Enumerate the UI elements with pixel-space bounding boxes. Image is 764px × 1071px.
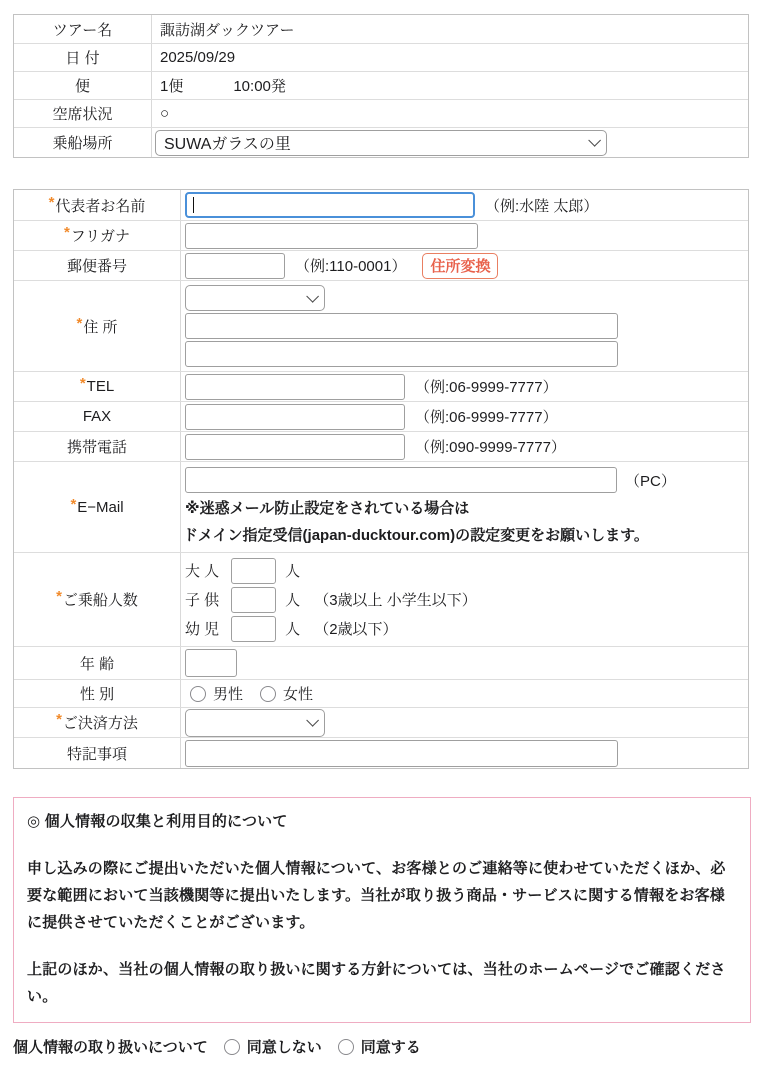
availability-label: 空席状況 — [14, 100, 152, 127]
privacy-heading: ◎ 個人情報の収集と利用目的について — [27, 813, 288, 830]
required-mark: * — [79, 375, 86, 392]
email-suffix: （PC） — [625, 472, 676, 490]
boarding-place-label: 乗船場所 — [14, 128, 152, 157]
infant-note: （2歳以下） — [314, 621, 398, 638]
email-label: E−Mail — [77, 498, 124, 516]
fax-label: FAX — [14, 402, 181, 431]
gender-male-label: 男性 — [213, 686, 244, 703]
name-label: 代表者お名前 — [55, 197, 146, 215]
postal-input[interactable] — [185, 253, 285, 279]
booking-form-table — [13, 189, 749, 769]
furigana-input[interactable] — [185, 223, 478, 249]
trip-departure-time: 10:00発 — [233, 78, 286, 95]
disagree-radio[interactable] — [224, 1039, 240, 1055]
payment-label: ご決済方法 — [62, 715, 138, 732]
required-mark: * — [76, 314, 83, 332]
chevron-down-icon — [306, 290, 319, 303]
payment-select[interactable] — [185, 709, 325, 737]
required-mark: * — [63, 224, 70, 241]
infant-unit: 人 — [285, 621, 301, 638]
fax-example: （例:06-9999-7777） — [415, 409, 558, 426]
child-note: （3歳以上 小学生以下） — [314, 592, 477, 609]
agreement-label: 個人情報の取り扱いについて — [13, 1039, 208, 1056]
age-input[interactable] — [185, 649, 237, 677]
special-notes-label: 特記事項 — [14, 738, 181, 768]
name-example: （例:水陸 太郎） — [485, 197, 599, 215]
mobile-example: （例:090-9999-7777） — [415, 439, 566, 456]
availability-status: ○ — [160, 105, 170, 122]
payment-row — [14, 707, 748, 737]
boarding-place-cell — [152, 128, 748, 157]
boarding-place-row — [14, 127, 748, 157]
furigana-row — [14, 220, 748, 250]
text-caret — [193, 197, 194, 213]
adult-label: 大 人 — [185, 563, 220, 580]
postal-label: 郵便番号 — [14, 251, 181, 280]
adult-unit: 人 — [285, 563, 301, 580]
gender-female-label: 女性 — [283, 686, 314, 703]
trip-number: 1便 — [160, 78, 184, 95]
tour-name-value: 諏訪湖ダックツアー — [160, 21, 295, 39]
email-input[interactable] — [185, 467, 617, 493]
boarding-place-selected: SUWAガラスの里 — [164, 136, 291, 153]
fax-row — [14, 401, 748, 431]
address-convert-button[interactable]: 住所変換 — [422, 253, 498, 279]
infant-count-input[interactable] — [231, 616, 276, 642]
address-line1-input[interactable] — [185, 313, 618, 339]
tour-trip-label: 便 — [14, 72, 152, 99]
tel-input[interactable] — [185, 374, 405, 400]
name-row — [14, 190, 748, 220]
agree-radio[interactable] — [338, 1039, 354, 1055]
tour-date-label: 日 付 — [14, 44, 152, 71]
name-input[interactable] — [185, 192, 475, 218]
email-note-1: ※迷惑メール防止設定をされている場合は — [185, 500, 470, 517]
tour-trip-value — [152, 72, 748, 99]
gender-label: 性 別 — [14, 680, 181, 707]
tour-info-table — [13, 14, 749, 158]
boarding-place-select[interactable] — [155, 130, 607, 156]
tour-trip-row — [14, 71, 748, 99]
child-label: 子 供 — [185, 592, 220, 609]
special-notes-row — [14, 737, 748, 768]
age-label: 年 齢 — [14, 647, 181, 679]
required-mark: * — [70, 495, 77, 513]
infant-label: 幼 児 — [185, 621, 220, 638]
privacy-paragraph-1: 申し込みの際にご提出いただいた個人情報について、お客様とのご連絡等に使わせていただくほか、必要な範囲において当該機関等に提出いたします。当社が取り扱う商品・サービスに関する情報をお客様に提供させていただくことがございます。 — [27, 860, 726, 931]
furigana-label: フリガナ — [70, 228, 131, 245]
agree-label: 同意する — [360, 1039, 421, 1056]
child-count-input[interactable] — [231, 587, 276, 613]
gender-male-radio[interactable] — [190, 686, 206, 702]
tel-example: （例:06-9999-7777） — [415, 379, 558, 396]
required-mark: * — [56, 711, 62, 728]
gender-row — [14, 679, 748, 707]
agreement-row — [13, 1036, 751, 1057]
mobile-label: 携帯電話 — [14, 432, 181, 461]
prefecture-select[interactable] — [185, 285, 325, 311]
tour-date-row — [14, 43, 748, 71]
address-row — [14, 280, 748, 371]
fax-input[interactable] — [185, 404, 405, 430]
mobile-input[interactable] — [185, 434, 405, 460]
tour-date-value: 2025/09/29 — [160, 49, 236, 66]
child-unit: 人 — [285, 592, 301, 609]
tour-name-row — [14, 15, 748, 43]
privacy-paragraph-2: 上記のほか、当社の個人情報の取り扱いに関する方針については、当社のホームページでご確認ください。 — [27, 961, 726, 1005]
required-mark: * — [56, 588, 62, 605]
email-row — [14, 461, 748, 552]
mobile-row — [14, 431, 748, 461]
address-line2-input[interactable] — [185, 341, 618, 367]
tel-label: TEL — [86, 378, 115, 395]
passengers-row — [14, 552, 748, 646]
email-note-2: ドメイン指定受信(japan-ducktour.com)の設定変更をお願いします。 — [183, 527, 649, 544]
tel-row — [14, 371, 748, 401]
passengers-label: ご乗船人数 — [62, 592, 138, 609]
privacy-policy-box — [13, 797, 751, 1023]
gender-female-radio[interactable] — [260, 686, 276, 702]
required-mark: * — [48, 193, 55, 211]
postal-row — [14, 250, 748, 280]
chevron-down-icon — [306, 714, 319, 727]
address-label: 住 所 — [83, 318, 118, 336]
tour-availability-row — [14, 99, 748, 127]
tour-name-label: ツアー名 — [14, 15, 152, 43]
disagree-label: 同意しない — [246, 1039, 322, 1056]
special-notes-input[interactable] — [185, 740, 618, 767]
adult-count-input[interactable] — [231, 558, 276, 584]
postal-example: （例:110-0001） — [295, 258, 407, 275]
chevron-down-icon — [588, 134, 601, 147]
age-row — [14, 646, 748, 679]
